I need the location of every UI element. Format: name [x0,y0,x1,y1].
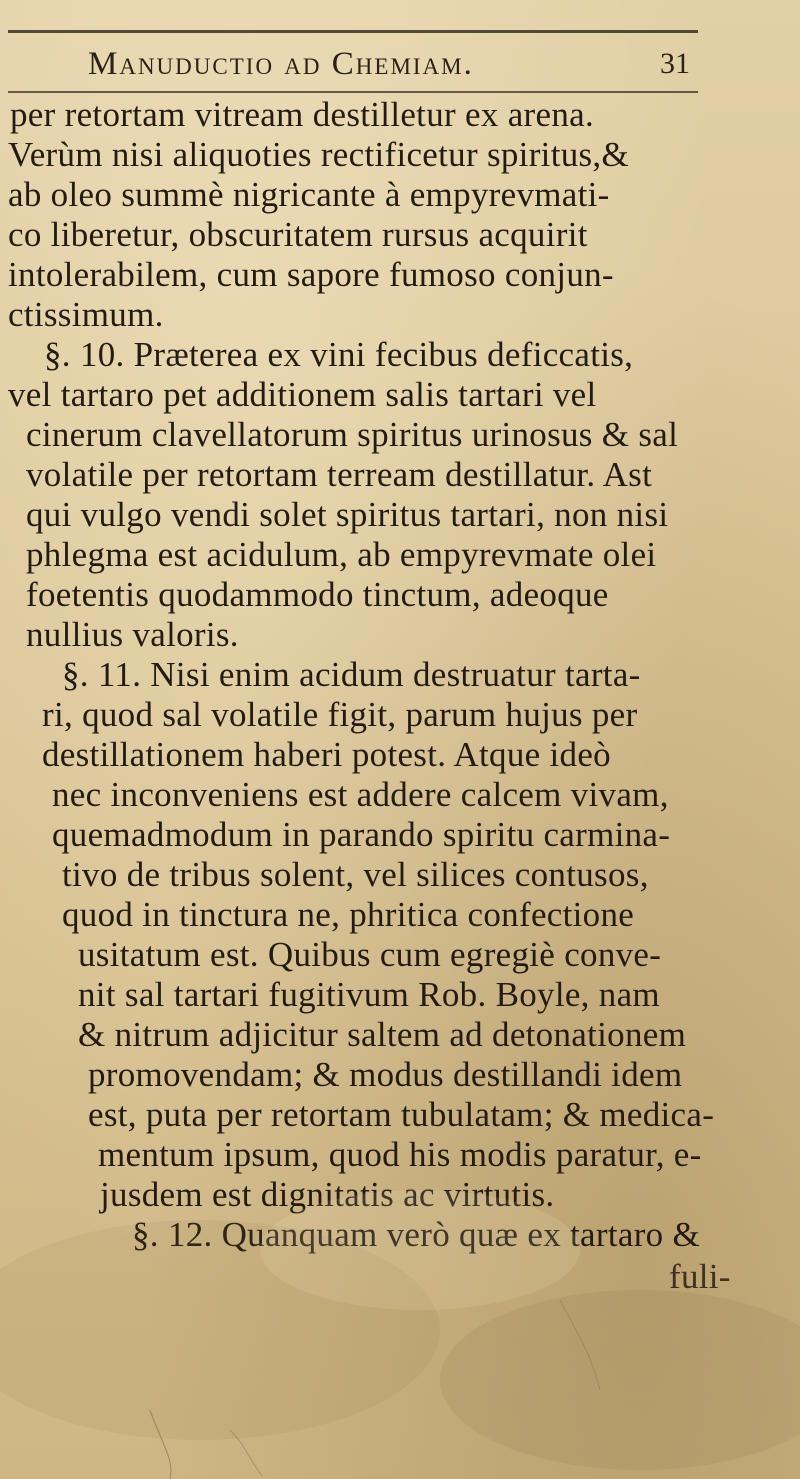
text-line: Verùm nisi aliquoties rectificetur spiritus,& [8,135,630,174]
text-line: cinerum clavellatorum spiritus urinosus & sal [26,415,679,454]
text-line: jusdem est dignitatis ac virtutis. [100,1175,555,1214]
text-line: ctissimum. [8,295,164,334]
text-line: quod in tinctura ne, phritica confectione [62,895,635,934]
text-line: promovendam; & modus destillandi idem [88,1055,683,1094]
text-line: quemadmodum in parando spiritu carmina- [52,815,671,854]
text-line: nit sal tartari fugitivum Rob. Boyle, nam [78,975,660,1014]
text-line: §. 11. Nisi enim acidum destruatur tarta- [62,655,641,694]
text-line: co liberetur, obscuritatem rursus acquirit [8,215,588,254]
catchword: fuli- [669,1257,731,1296]
text-line: nec inconveniens est addere calcem vivam, [52,775,669,814]
text-line: usitatum est. Quibus cum egregiè conve- [78,935,662,974]
text-line: §. 10. Præterea ex vini fecibus deficcatis, [44,335,634,374]
text-line: qui vulgo vendi solet spiritus tartari, non nisi [26,495,669,534]
head-rule [8,91,698,93]
page-number: 31 [660,47,690,80]
top-rule [8,30,698,33]
text-line: ri, quod sal volatile figit, parum hujus per [42,695,638,734]
text-line: volatile per retortam terream destillatur. Ast [26,455,653,494]
text-line: & nitrum adjicitur saltem ad detonationem [78,1015,687,1054]
text-line: nullius valoris. [26,615,239,654]
text-line: intolerabilem, cum sapore fumoso conjun- [8,255,614,294]
text-line: ab oleo summè nigricante à empyrevmati- [8,175,610,214]
text-line: foetentis quodammodo tinctum, adeoque [26,575,609,614]
text-line: est, puta per retortam tubulatam; & medica- [88,1095,715,1134]
text-line: §. 12. Quanquam verò quæ ex tartaro & [132,1215,701,1254]
text-line: tivo de tribus solent, vel silices contusos, [62,855,649,894]
text-line: destillationem haberi potest. Atque ideò [42,735,611,774]
text-line: mentum ipsum, quod his modis paratur, e- [98,1135,702,1174]
text-line: phlegma est acidulum, ab empyrevmate olei [26,535,657,574]
running-head-title: Manuductio ad Chemiam. [88,46,474,82]
text-line: vel tartaro pet additionem salis tartari vel [8,375,597,414]
text-line: per retortam vitream destilletur ex arena. [10,95,594,134]
running-head [88,40,708,88]
